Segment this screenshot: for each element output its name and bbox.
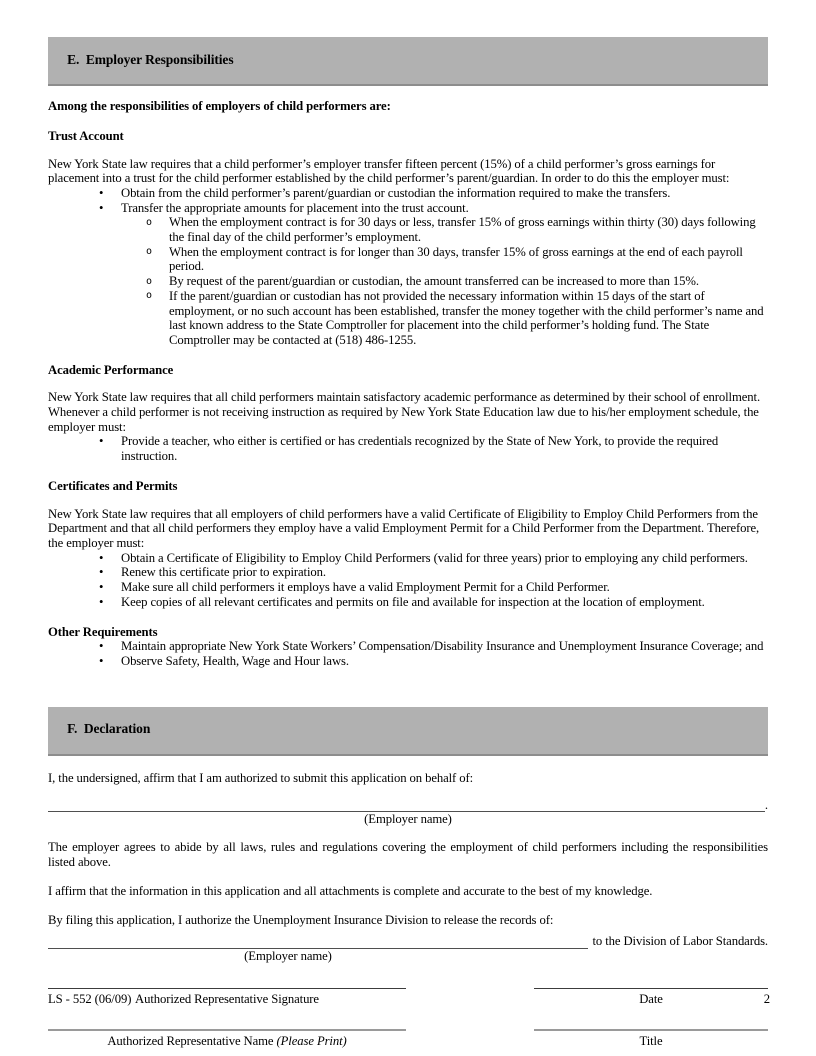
employer-name-field-2[interactable] [48, 933, 588, 949]
affirm-paragraph: I affirm that the information in this application and all attachments is complete and accurate to the best of my knowledge. [48, 883, 653, 898]
bullet-item: • Renew this certificate prior to expiration. [121, 565, 768, 580]
line-period: . [764, 797, 768, 812]
please-print-note: (Please Print) [276, 1034, 347, 1049]
bullet-item: • Make sure all child performers it employs have a valid Employment Permit for a Child Performer. [121, 580, 768, 595]
certificates-permits-list [48, 551, 768, 610]
section-e-title: E. Employer Responsibilities [67, 51, 234, 67]
certificates-permits-heading: Certificates and Permits [48, 478, 178, 493]
sub-bullet-item: o If the parent/guardian or custodian has not provided the necessary information within 15 days of the start of employment, or no such account has been established, transfer the money together with the child performer’s name and last known address to the State Comptroller for placement into the child performer’s holding fund. The State Comptroller may be contacted at (518) 486-1255. [169, 289, 768, 348]
other-requirements-list [48, 639, 768, 668]
agree-paragraph: The employer agrees to abide by all laws, rules and regulations covering the employment of child performers including the responsibilities listed above. [48, 840, 768, 869]
sub-bullet-item: o When the employment contract is for 30 days or less, transfer 15% of gross earnings within thirty (30) days following the final day of the child performer’s employment. [169, 215, 768, 244]
section-f-header [48, 707, 768, 756]
division-suffix: to the Division of Labor Standards. [592, 934, 768, 949]
bullet-item: • Observe Safety, Health, Wage and Hour laws. [121, 654, 768, 669]
employer-name-caption-2: (Employer name) [244, 948, 332, 963]
section-e-header [48, 37, 768, 86]
bullet-item: • Obtain from the child performer’s parent/guardian or custodian the information required to make the transfers. [121, 186, 768, 201]
bullet-item: • Maintain appropriate New York State Workers’ Compensation/Disability Insurance and Unemployment Insurance Coverage; and [121, 639, 768, 654]
other-requirements-heading: Other Requirements [48, 624, 158, 639]
trust-account-heading: Trust Account [48, 128, 124, 143]
printed-name-cell [48, 1029, 406, 1049]
certificates-permits-paragraph: New York State law requires that all employers of child performers have a valid Certificate of Eligibility to Employ Child Performers from the Department and that all child performers they employ have a valid Employment Permit for a Child Performer from the Department. Therefore, the employer must: [48, 506, 760, 550]
date-label: Date [639, 991, 663, 1006]
bullet-item: • Obtain a Certificate of Eligibility to Employ Child Performers (valid for three years) prior to employing any child performers. [121, 551, 768, 566]
employer-name-field-row-2 [48, 933, 768, 949]
employer-name-field[interactable] [48, 796, 765, 812]
section-f-title: F. Declaration [67, 721, 151, 737]
filing-paragraph: By filing this application, I authorize the Unemployment Insurance Division to release the records of: [48, 913, 554, 928]
title-cell [534, 1029, 768, 1049]
academic-performance-heading: Academic Performance [48, 362, 174, 377]
academic-performance-paragraph: New York State law requires that all child performers maintain satisfactory academic performance as determined by their school of enrollment. Whenever a child performer is not receiving instruction as required by New York State Education law due to his/her employment schedule, the employer must: [48, 390, 761, 434]
trust-account-list [48, 186, 768, 348]
academic-performance-list [48, 434, 768, 463]
page-number: 2 [763, 992, 770, 1006]
printed-name-label-text: Authorized Representative Name [107, 1034, 277, 1049]
intro-line: Among the responsibilities of employers of child performers are: [48, 99, 391, 114]
form-number: LS - 552 (06/09) [48, 992, 132, 1006]
signature-label: Authorized Representative Signature [135, 991, 319, 1006]
name-title-row [48, 1029, 768, 1049]
sub-bullet-item: o When the employment contract is for longer than 30 days, transfer 15% of gross earnings at the end of each payroll period. [169, 245, 768, 274]
printed-name-label [48, 1031, 406, 1049]
employer-name-field-row [48, 796, 768, 812]
title-label: Title [639, 1034, 663, 1049]
employer-name-caption: (Employer name) [364, 812, 452, 827]
bullet-item: • Transfer the appropriate amounts for placement into the trust account. [121, 201, 768, 216]
sub-bullet-item: o By request of the parent/guardian or custodian, the amount transferred can be increased to more than 15%. [169, 274, 768, 289]
declaration-line: I, the undersigned, affirm that I am authorized to submit this application on behalf of: [48, 770, 474, 785]
trust-account-paragraph: New York State law requires that a child performer’s employer transfer fifteen percent (15%) of a child performer’s gross earnings for placement into a trust for the child performer established by the child performer’s parent/guardian. In order to do this the employer must: [48, 156, 730, 186]
page-footer [48, 992, 770, 1007]
bullet-item: • Keep copies of all relevant certificates and permits on file and available for inspection at the location of employment. [121, 595, 768, 610]
bullet-item: • Provide a teacher, who either is certified or has credentials recognized by the State of New York, to provide the required instruction. [121, 434, 768, 463]
